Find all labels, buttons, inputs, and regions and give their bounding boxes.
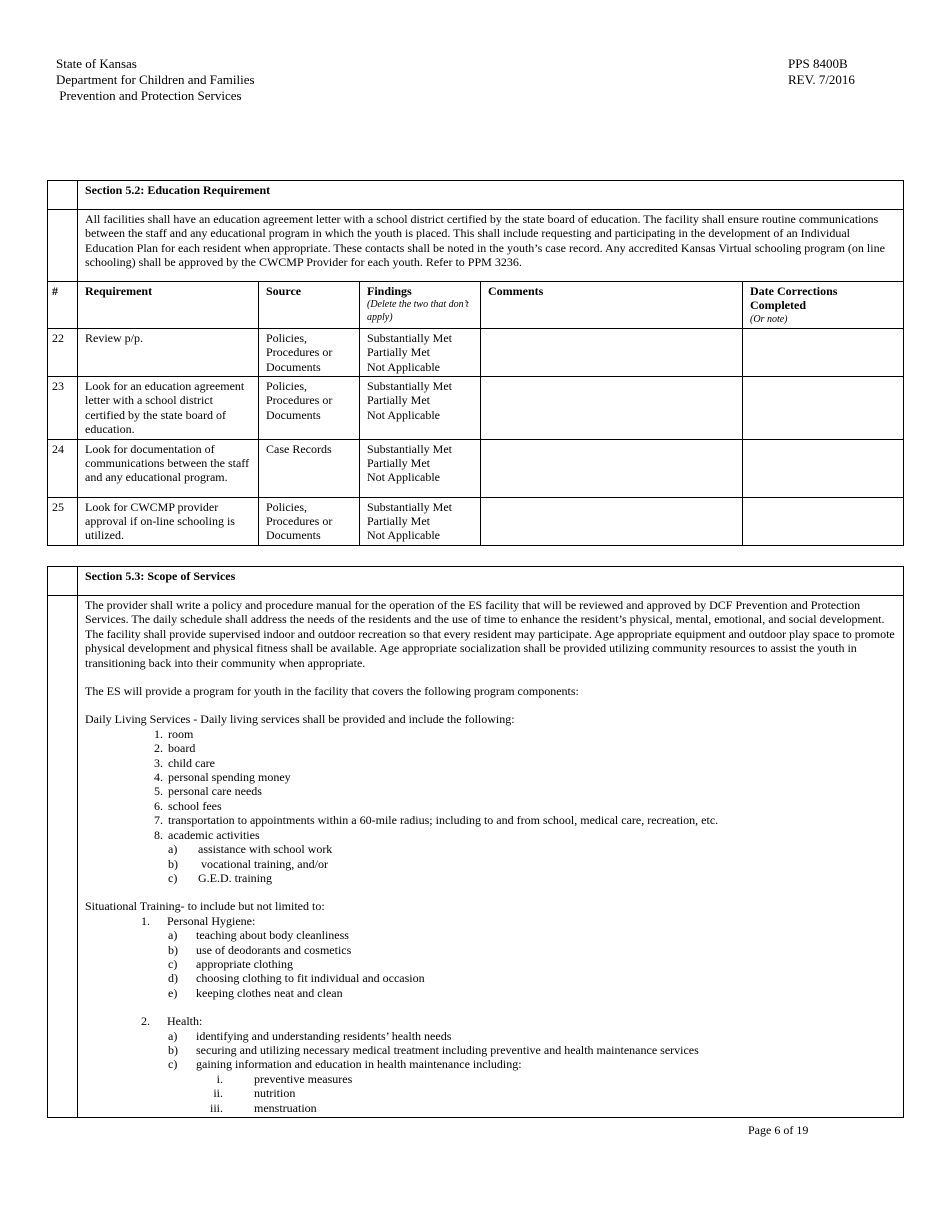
findings-note: (Delete the two that don’t apply) [367,299,469,324]
section-5-3-body [78,596,904,1118]
list-item: 5. personal care needs [154,784,262,799]
finding-option: Partially Met [367,514,430,529]
daily-living-heading: Daily Living Services - Daily living services shall be provided and include the following: [85,712,515,727]
finding-option: Substantially Met [367,441,452,456]
row-source: Policies, Procedures or Documents [259,377,360,440]
scope-paragraph-2: The ES will provide a program for youth in the facility that covers the following program components: [85,684,579,699]
list-item: 4. personal spending money [154,770,291,785]
row-requirement: Review p/p. [78,328,259,376]
list-item: 2. Health: [141,1014,203,1029]
list-item: b) use of deodorants and cosmetics [168,942,352,957]
list-item: iii. menstruation [209,1100,317,1115]
header-state: State of Kansas [56,56,137,71]
finding-option: Not Applicable [367,359,440,374]
section-5-2-table [47,180,904,546]
col-header-findings [360,282,481,329]
finding-option: Not Applicable [367,470,440,485]
list-item: ii. nutrition [213,1086,296,1101]
page-number: Page 6 of 19 [748,1123,809,1137]
list-item: a) assistance with school work [168,842,333,857]
list-item: b) vocational training, and/or [168,856,328,871]
list-item: b) securing and utilizing necessary medical treatment including preventive and health maintenance services [168,1042,699,1057]
finding-option: Partially Met [367,345,430,360]
title-spacer [48,567,78,596]
section-5-3-table [47,566,904,1118]
row-source: Case Records [259,439,360,497]
row-date[interactable] [743,439,904,497]
body-spacer [48,596,78,1118]
finding-option: Substantially Met [367,379,452,394]
col-header-date [743,282,904,329]
table-row [48,439,904,497]
table-row [48,497,904,545]
list-item: i. preventive measures [216,1071,353,1086]
col-header-source: Source [259,282,360,329]
finding-option: Not Applicable [367,407,440,422]
col-header-comments: Comments [481,282,743,329]
row-date[interactable] [743,497,904,545]
finding-option: Partially Met [367,456,430,471]
row-findings [360,497,481,545]
intro-spacer [48,210,78,282]
row-num: 23 [48,377,78,440]
date-label: Date Corrections Completed [750,284,838,313]
list-item: d) choosing clothing to fit individual and occasion [168,971,425,986]
section-5-3-title: Section 5.3: Scope of Services [78,567,904,596]
row-num: 25 [48,497,78,545]
list-item: a) identifying and understanding residents’ health needs [168,1028,452,1043]
header-division: Prevention and Protection Services [56,88,242,103]
findings-label: Findings [367,284,412,298]
list-item: 6. school fees [154,798,222,813]
situational-heading: Situational Training- to include but not limited to: [85,899,325,914]
header-form-id [788,56,855,88]
table-row [48,328,904,376]
header-agency [56,56,255,104]
row-date[interactable] [743,328,904,376]
row-requirement: Look for documentation of communications between the staff and any educational program. [78,439,259,497]
date-note: (Or note) [750,313,788,325]
finding-option: Substantially Met [367,499,452,514]
list-item: 2. board [154,741,196,756]
list-item: c) G.E.D. training [168,870,272,885]
row-comments[interactable] [481,328,743,376]
row-comments[interactable] [481,439,743,497]
list-item: c) appropriate clothing [168,956,293,971]
list-item: 7. transportation to appointments within a 60-mile radius; including to and from school, medical care, recreation, etc. [154,813,719,828]
row-num: 24 [48,439,78,497]
col-header-requirement: Requirement [78,282,259,329]
row-findings [360,328,481,376]
list-item: a) teaching about body cleanliness [168,928,349,943]
finding-option: Substantially Met [367,330,452,345]
row-comments[interactable] [481,497,743,545]
header-form-number: PPS 8400B [788,56,848,71]
list-item: 1. room [154,726,194,741]
finding-option: Not Applicable [367,528,440,543]
row-comments[interactable] [481,377,743,440]
list-item: e) keeping clothes neat and clean [168,985,343,1000]
row-num: 22 [48,328,78,376]
row-source: Policies, Procedures or Documents [259,328,360,376]
list-item: 1. Personal Hygiene: [141,913,256,928]
header-revision: REV. 7/2016 [788,72,855,87]
row-findings [360,439,481,497]
col-header-num: # [48,282,78,329]
row-source: Policies, Procedures or Documents [259,497,360,545]
list-item: 3. child care [154,755,215,770]
row-requirement: Look for CWCMP provider approval if on-line schooling is utilized. [78,497,259,545]
section-5-2-intro: All facilities shall have an education agreement letter with a school district certified by the state board of education. The facility shall ensure routine communications between the staff and any educational program in which the youth is placed. This shall include requesting and participating in the development of an Individual Education Plan for each resident when appropriate. These contacts shall be noted in the youth’s case record. Any accredited Kansas Virtual schooling program (on line schooling) shall be approved by the CWCMP Provider for each youth. Refer to PPM 3236. [78,210,904,282]
list-item: 8. academic activities [154,827,260,842]
title-spacer [48,181,78,210]
finding-option: Partially Met [367,393,430,408]
list-item: c) gaining information and education in health maintenance including: [168,1057,522,1072]
row-findings [360,377,481,440]
section-5-2-title: Section 5.2: Education Requirement [78,181,904,210]
row-requirement: Look for an education agreement letter with a school district certified by the state board of education. [78,377,259,440]
scope-paragraph-1: The provider shall write a policy and procedure manual for the operation of the ES facility that will be reviewed and approved by DCF Prevention and Protection Services. The daily schedule shall address the needs of the residents and the use of time to enhance the resident’s physical, mental, emotional, and social development. The facility shall provide supervised indoor and outdoor recreation so that every resident may participate. Age appropriate equipment and outdoor play space to promote physical development and physical fitness shall be available. Age appropriate socialization shall be provided utilizing community resources to assist the youth in transitioning back into their community when appropriate. [85,598,895,670]
table-row [48,377,904,440]
header-department: Department for Children and Families [56,72,255,87]
row-date[interactable] [743,377,904,440]
